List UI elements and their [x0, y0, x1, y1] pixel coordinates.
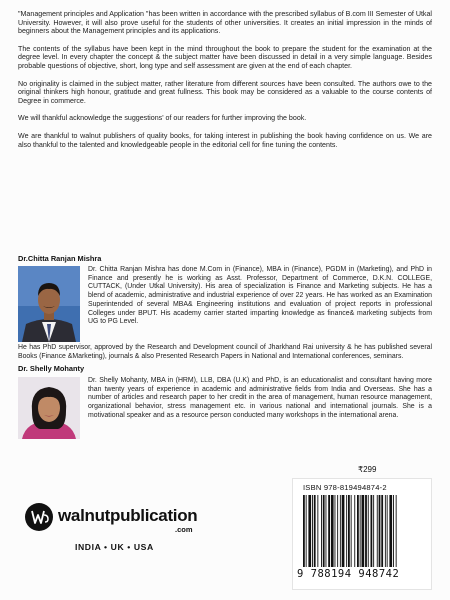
isbn-barcode-box [292, 478, 432, 590]
barcode-icon [301, 495, 425, 567]
author-1-bio-continued: He has PhD supervisor, approved by the Research and Development council of Jharkhand Rai university & he has published several Books (Finance &Marketing), journals & also Presented Research Papers in National and International conferences, seminars. [18, 344, 432, 360]
author-2-bio: Dr. Shelly Mohanty, MBA in (HRM), LLB, DBA (U.K) and PhD, is an educationalist and consultant having more than twenty years of experience in academic and administrative fields from India and Overseas. She has a number of articles and research paper to her credit in the area of management, human resource management, organizational behavior, stress management etc. in various national and international journals. She is a motivational speaker and as a resource person conducted many workshops in the international arena. [88, 377, 432, 419]
publisher-name: walnutpublication [58, 506, 198, 525]
intro-paragraph-2: The contents of the syllabus have been kept in the mind throughout the book to prepare the student for the examination at the degree level. In every chapter the concept & the subject matter have been discussed in detail in a very simple language. Besides probable questions of objective, short, long type and self assessment are given at the end of each chapter. [18, 44, 432, 70]
author-1-photo [18, 266, 80, 342]
publisher-countries: INDIA • UK • USA [75, 542, 154, 552]
intro-paragraph-5: We are thankful to walnut publishers of quality books, for taking interest in publishing the book having confidence on us. We are also thankful to the talented and knowledgeable people in the editorial cell for fine tuning the contents. [18, 131, 432, 149]
intro-paragraph-3: No originality is claimed in the subject matter, rather literature from different sources have been consulted. The authors owe to the original thinkers high honour, gratitude and great fullness. This book may be considered as a valuable to the course contents of Degree in commerce. [18, 79, 432, 105]
intro-paragraph-4: We will thankful acknowledge the suggestions' of our readers for further improving the book. [18, 114, 307, 123]
author-2-photo [18, 377, 80, 439]
intro-paragraph-1: "Management principles and Application "has been written in accordance with the prescribed syllabus of B.com III Semester of Utkal University. However, it will also prove useful for the students of other universities. It creates an initial impression in the minds of beginners about the Management principles and its applications. [18, 10, 432, 36]
author-1-name: Dr.Chitta Ranjan Mishra [18, 254, 102, 263]
intro-text [18, 10, 432, 158]
author-2-name: Dr. Shelly Mohanty [18, 364, 85, 373]
publisher-suffix: .com [175, 525, 193, 534]
walnut-logo-icon [24, 502, 54, 532]
barcode-digits: 9 788194 948742 [297, 568, 400, 580]
author-1-bio: Dr. Chitta Ranjan Mishra has done M.Com in (Finance), MBA in (Finance), PGDM in (Marketing), and PhD in Finance and presently he is working as Asst. Professor, Department of Commerce, D.K.N. COLLEGE, CUTTACK, (Under Utkal University). His area of specialization is Finance and Marketing subjects. He has a blend of academic, administrative and industrial experience of over 22 years. He has worked as an Examination Superintended of several MBA& Engineering institutions and evaluation of project reports in professional Colleges under BPUT. His academy carrier started imparting knowledge as finance& marketing subjects from UG to PG Level. [88, 266, 432, 326]
price-label: ₹299 [358, 465, 377, 474]
isbn-text: ISBN 978-819494874-2 [303, 483, 387, 492]
